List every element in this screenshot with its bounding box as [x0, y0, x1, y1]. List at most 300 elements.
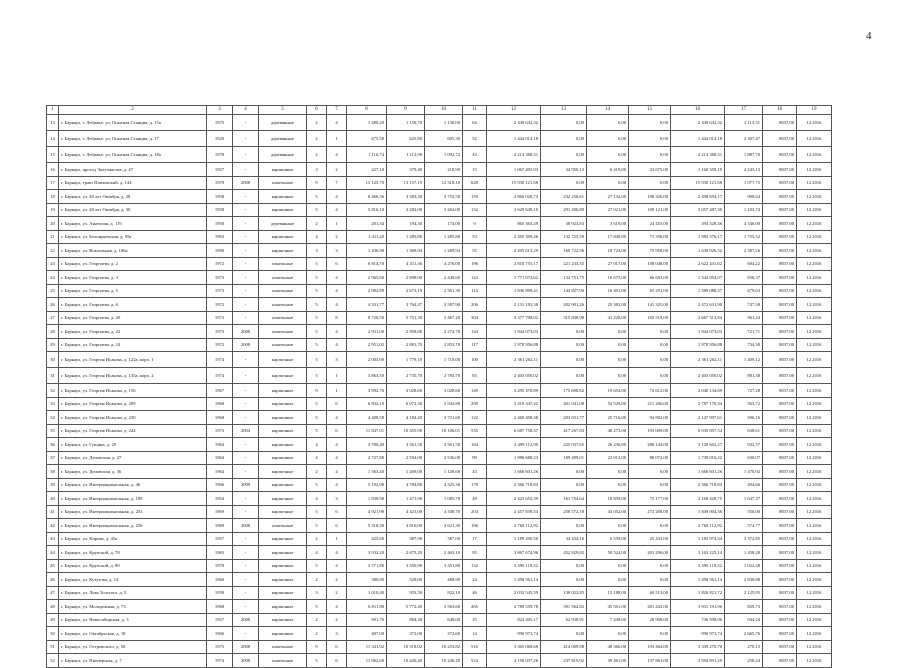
- cell-year-built: 1973: [207, 325, 233, 339]
- cell-residents: 43: [463, 465, 487, 479]
- cell-residential-area: 10 253,82: [425, 640, 463, 654]
- cell-entrances: 4: [327, 284, 347, 298]
- cell-cost-item-14: 0,00: [587, 352, 629, 368]
- cell-cost-item-16: 3 596 118,52: [671, 559, 725, 573]
- column-header-cost-item-15: 15: [629, 106, 671, 115]
- cell-limit-cost: 8837,00: [763, 271, 797, 285]
- cell-floors: 2: [307, 115, 327, 131]
- cell-cost-item-16: 3 594 891,29: [671, 654, 725, 668]
- cell-cost-item-13: 143 827,90: [541, 284, 587, 298]
- cell-entrances: 2: [327, 230, 347, 244]
- cell-residential-area: 10 106,01: [425, 424, 463, 438]
- cell-limit-cost: 8837,00: [763, 368, 797, 384]
- cell-premises-area: 4 816,00: [387, 519, 425, 533]
- cell-residents: 95: [463, 546, 487, 560]
- cell-entrances: 6: [327, 654, 347, 668]
- cell-premises-area: 2 735,70: [387, 368, 425, 384]
- cell-address: г. Барнаул, ул. Георгия Исакова, д. 209: [59, 397, 207, 411]
- table-row: [47, 654, 832, 668]
- cell-address: г. Барнаул, тракт Павловский, д. 144: [59, 176, 207, 190]
- cell-cost-item-14: 3 619,00: [587, 217, 629, 231]
- cell-specific-cost: 1 022,48: [725, 559, 763, 573]
- column-header-entrances: 7: [327, 106, 347, 115]
- cell-year-built: 1957: [207, 163, 233, 177]
- cell-cost-item-16: 1 826 821,72: [671, 586, 725, 600]
- cell-year-renovated: -: [233, 115, 259, 131]
- cell-premises-area: 2 881,70: [387, 338, 425, 352]
- cell-year-renovated: -: [233, 586, 259, 600]
- cell-cost-item-16: 1 498 561,14: [671, 573, 725, 587]
- cell-cost-item-14: 0,00: [587, 573, 629, 587]
- table-row: [47, 411, 832, 425]
- cell-floors: 2: [307, 465, 327, 479]
- cell-residential-area: 2 853,70: [425, 338, 463, 352]
- cell-cost-item-14: 27 021,00: [587, 203, 629, 217]
- cell-cost-item-14: 43 052,00: [587, 505, 629, 519]
- cell-residents: 122: [463, 271, 487, 285]
- column-header-residential-area: 10: [425, 106, 463, 115]
- cell-residents: 516: [463, 640, 487, 654]
- cell-year-renovated: -: [233, 131, 259, 147]
- cell-address: г. Барнаул, г. Лебяжье, ул. Опытная Станция, д. 18а: [59, 147, 207, 163]
- cell-specific-cost: 3 372,85: [725, 532, 763, 546]
- cell-total-cost: 1 986 688,23: [487, 451, 541, 465]
- cell-row-number: 28: [47, 325, 59, 339]
- cell-cost-item-16: 3 057 487,30: [671, 203, 725, 217]
- cell-completion-date: 12.2016: [797, 271, 832, 285]
- cell-residents: 9: [463, 217, 487, 231]
- cell-year-built: 1972: [207, 257, 233, 271]
- table-row: [47, 465, 832, 479]
- cell-total-area: 1 411,20: [347, 230, 387, 244]
- table-row: [47, 217, 832, 231]
- cell-premises-area: 3 550,90: [387, 559, 425, 573]
- table-row: [47, 532, 832, 546]
- cell-wall-material: панельные: [259, 176, 307, 190]
- cell-residents: 132: [463, 559, 487, 573]
- cell-premises-area: 379,40: [387, 163, 425, 177]
- cell-completion-date: 12.2016: [797, 586, 832, 600]
- cell-total-cost: 3 867 674,96: [487, 546, 541, 560]
- cell-completion-date: 12.2016: [797, 244, 832, 258]
- cell-limit-cost: 8837,00: [763, 600, 797, 614]
- cell-address: г. Барнаул, ул. Георгиева, д. 22: [59, 325, 207, 339]
- cell-wall-material: панельные: [259, 257, 307, 271]
- cell-cost-item-13: 132 751,75: [541, 271, 587, 285]
- cell-year-built: 1973: [207, 271, 233, 285]
- cell-year-built: 1920: [207, 131, 233, 147]
- cell-total-cost: 2 818 755,17: [487, 257, 541, 271]
- cell-specific-cost: 684,22: [725, 257, 763, 271]
- cell-address: г. Барнаул, ул. Крупской, д. 78: [59, 546, 207, 560]
- cell-cost-item-16: 2 147 997,61: [671, 411, 725, 425]
- cell-entrances: 4: [327, 147, 347, 163]
- cell-total-cost: 1 836 899,41: [487, 284, 541, 298]
- cell-wall-material: кирпичные: [259, 438, 307, 452]
- cell-cost-item-15: 74 612,00: [629, 384, 671, 398]
- cell-year-renovated: -: [233, 271, 259, 285]
- cell-completion-date: 12.2016: [797, 411, 832, 425]
- cell-cost-item-14: 0,00: [587, 338, 629, 352]
- cell-residents: 122: [463, 411, 487, 425]
- cell-residential-area: 2 449,60: [425, 271, 463, 285]
- table-row: [47, 271, 832, 285]
- cell-year-built: 1957: [207, 613, 233, 627]
- cell-entrances: 1: [327, 217, 347, 231]
- cell-cost-item-15: 28 998,00: [629, 613, 671, 627]
- table-row: [47, 131, 832, 147]
- cell-limit-cost: 8837,00: [763, 230, 797, 244]
- cell-completion-date: 12.2016: [797, 352, 832, 368]
- cell-floors: 5: [307, 257, 327, 271]
- cell-cost-item-13: 0,00: [541, 147, 587, 163]
- cell-limit-cost: 8837,00: [763, 613, 797, 627]
- cell-row-number: 26: [47, 298, 59, 312]
- cell-residential-area: 1 285,80: [425, 230, 463, 244]
- cell-cost-item-16: 1 589 088,37: [671, 284, 725, 298]
- cell-premises-area: 3 282,00: [387, 203, 425, 217]
- cell-residential-area: 5 467,20: [425, 311, 463, 325]
- cell-address: г. Барнаул, ул. Белоярцевская, д. 95а: [59, 230, 207, 244]
- cell-year-renovated: -: [233, 505, 259, 519]
- cell-year-renovated: -: [233, 147, 259, 163]
- cell-cost-item-16: 3 931 191,96: [671, 600, 725, 614]
- cell-year-renovated: -: [233, 438, 259, 452]
- cell-cost-item-15: 0,00: [629, 519, 671, 533]
- cell-total-cost: 2 361 262,11: [487, 352, 541, 368]
- cell-year-renovated: -: [233, 546, 259, 560]
- cell-row-number: 46: [47, 573, 59, 587]
- cell-entrances: 2: [327, 163, 347, 177]
- cell-row-number: 17: [47, 176, 59, 190]
- cell-completion-date: 12.2016: [797, 424, 832, 438]
- cell-entrances: 1: [327, 532, 347, 546]
- cell-cost-item-15: 286 144,00: [629, 438, 671, 452]
- cell-total-cost: 824 405,17: [487, 613, 541, 627]
- cell-floors: 5: [307, 271, 327, 285]
- cell-cost-item-16: 3 163 225,14: [671, 546, 725, 560]
- cell-cost-item-15: 109 121,00: [629, 203, 671, 217]
- cell-year-renovated: -: [233, 203, 259, 217]
- cell-year-renovated: -: [233, 298, 259, 312]
- cell-cost-item-16: 3 120 662,27: [671, 438, 725, 452]
- cell-entrances: 6: [327, 257, 347, 271]
- cell-entrances: 6: [327, 505, 347, 519]
- column-header-specific-cost: 17: [725, 106, 763, 115]
- cell-year-built: 1972: [207, 298, 233, 312]
- cell-residents: 55: [463, 244, 487, 258]
- cell-total-area: 11 962,60: [347, 654, 387, 668]
- cell-address: г. Барнаул, ул. Вокзальная, д. 106а: [59, 244, 207, 258]
- cell-cost-item-14: 15 188,00: [587, 586, 629, 600]
- cell-floors: 2: [307, 613, 327, 627]
- cell-cost-item-15: 0,00: [629, 478, 671, 492]
- cell-specific-cost: 2 113,31: [725, 115, 763, 131]
- cell-floors: 5: [307, 505, 327, 519]
- cell-row-number: 41: [47, 505, 59, 519]
- cell-specific-cost: 679,63: [725, 284, 763, 298]
- cell-cost-item-14: 17 840,00: [587, 230, 629, 244]
- cell-residents: 204: [463, 505, 487, 519]
- cell-row-number: 48: [47, 600, 59, 614]
- cell-total-area: 2 965,60: [347, 271, 387, 285]
- cell-row-number: 44: [47, 546, 59, 560]
- cell-row-number: 43: [47, 532, 59, 546]
- cell-cost-item-14: 16 401,00: [587, 284, 629, 298]
- table-row: [47, 613, 832, 627]
- cell-entrances: 1: [327, 368, 347, 384]
- cell-total-area: 425,60: [347, 532, 387, 546]
- cell-cost-item-15: 24 455,00: [629, 217, 671, 231]
- cell-premises-area: 3 383,30: [387, 190, 425, 204]
- cell-premises-area: 2 858,80: [387, 325, 425, 339]
- cell-cost-item-14: 6 419,00: [587, 163, 629, 177]
- cell-limit-cost: 8837,00: [763, 203, 797, 217]
- cell-entrances: 4: [327, 115, 347, 131]
- cell-cost-item-15: 94 802,00: [629, 411, 671, 425]
- cell-limit-cost: 8837,00: [763, 492, 797, 506]
- cell-cost-item-14: 0,00: [587, 519, 629, 533]
- cell-row-number: 20: [47, 217, 59, 231]
- cell-total-cost: 1 498 561,14: [487, 573, 541, 587]
- cell-completion-date: 12.2016: [797, 438, 832, 452]
- cell-wall-material: деревянные: [259, 131, 307, 147]
- cell-completion-date: 12.2016: [797, 465, 832, 479]
- cell-wall-material: панельные: [259, 298, 307, 312]
- cell-cost-item-16: 2 403 050,02: [671, 368, 725, 384]
- cell-cost-item-16: 3 339 270,70: [671, 640, 725, 654]
- cell-cost-item-13: 189 499,01: [541, 451, 587, 465]
- cell-total-area: 6 811,80: [347, 600, 387, 614]
- cell-entrances: 4: [327, 411, 347, 425]
- cell-residential-area: 2 561,39: [425, 284, 463, 298]
- cell-entrances: 2: [327, 586, 347, 600]
- cell-row-number: 24: [47, 271, 59, 285]
- cell-total-area: 4 331,77: [347, 298, 387, 312]
- cell-year-built: 1978: [207, 147, 233, 163]
- cell-limit-cost: 8837,00: [763, 298, 797, 312]
- cell-cost-item-13: 401 041,08: [541, 397, 587, 411]
- cell-cost-item-14: 41 220,00: [587, 311, 629, 325]
- column-header-address: 2: [59, 106, 207, 115]
- cell-limit-cost: 8837,00: [763, 384, 797, 398]
- table-row: [47, 284, 832, 298]
- cell-residential-area: 4 325,36: [425, 478, 463, 492]
- column-header-year-renovated: 4: [233, 106, 259, 115]
- cell-total-area: 1 280,20: [347, 115, 387, 131]
- cell-residents: 628: [463, 176, 487, 190]
- cell-completion-date: 12.2016: [797, 284, 832, 298]
- cell-address: г. Барнаул, ул. Гущина, д. 29: [59, 438, 207, 452]
- cell-residents: 83: [463, 368, 487, 384]
- cell-year-built: 1974: [207, 654, 233, 668]
- cell-residential-area: 372,60: [425, 627, 463, 641]
- column-header-completion-date: 19: [797, 106, 832, 115]
- cell-year-built: 1968: [207, 600, 233, 614]
- table-row: [47, 325, 832, 339]
- cell-completion-date: 12.2016: [797, 257, 832, 271]
- column-header-row-number: 1: [47, 106, 59, 115]
- cell-total-area: 2 727,80: [347, 451, 387, 465]
- cell-total-cost: 3 596 118,52: [487, 559, 541, 573]
- cell-specific-cost: 747,38: [725, 298, 763, 312]
- cell-year-renovated: -: [233, 217, 259, 231]
- cell-cost-item-13: 161 754,64: [541, 492, 587, 506]
- cell-premises-area: 953,50: [387, 586, 425, 600]
- cell-year-renovated: -: [233, 492, 259, 506]
- cell-completion-date: 12.2016: [797, 384, 832, 398]
- cell-cost-item-15: 201 296,00: [629, 546, 671, 560]
- cell-row-number: 32: [47, 384, 59, 398]
- cell-cost-item-15: 137 861,00: [629, 654, 671, 668]
- cell-address: г. Барнаул, ул. Георгиева, д. 2: [59, 257, 207, 271]
- cell-total-area: 6 832,10: [347, 397, 387, 411]
- cell-total-area: 1 010,40: [347, 586, 387, 600]
- cell-address: г. Барнаул, ул. Георгия Исакова, д. 230: [59, 411, 207, 425]
- cell-residents: 114: [463, 284, 487, 298]
- cell-limit-cost: 8837,00: [763, 451, 797, 465]
- cell-entrances: 8: [327, 311, 347, 325]
- cell-completion-date: 12.2016: [797, 368, 832, 384]
- cell-total-cost: 2 866 028,73: [487, 190, 541, 204]
- cell-specific-cost: 258,24: [725, 654, 763, 668]
- cell-premises-area: 4 184,20: [387, 411, 425, 425]
- cell-address: г. Барнаул, г. Лебяжье, ул. Опытная Станция, д. 15а: [59, 115, 207, 131]
- cell-floors: 5: [307, 203, 327, 217]
- cell-cost-item-14: 0,00: [587, 559, 629, 573]
- cell-cost-item-13: 0,00: [541, 338, 587, 352]
- cell-residential-area: 822,10: [425, 586, 463, 600]
- cell-residential-area: 3 351,80: [425, 559, 463, 573]
- cell-wall-material: панельные: [259, 325, 307, 339]
- cell-wall-material: кирпичные: [259, 613, 307, 627]
- cell-total-cost: 2 403 050,02: [487, 368, 541, 384]
- cell-cost-item-14: 25 716,00: [587, 411, 629, 425]
- cell-wall-material: кирпичные: [259, 573, 307, 587]
- cell-residents: 14: [463, 627, 487, 641]
- cell-year-renovated: -: [233, 257, 259, 271]
- cell-floors: 5: [307, 190, 327, 204]
- cell-year-built: 1963: [207, 546, 233, 560]
- column-header-floors: 6: [307, 106, 327, 115]
- cell-address: г. Барнаул, ул. Георгия Исакова, д. 122а, корп. 1: [59, 352, 207, 368]
- cell-cost-item-15: 193 009,00: [629, 424, 671, 438]
- cell-floors: 2: [307, 147, 327, 163]
- cell-floors: 2: [307, 217, 327, 231]
- column-header-total-cost: 12: [487, 106, 541, 115]
- cell-total-area: 3 992,76: [347, 384, 387, 398]
- cell-cost-item-14: 19 654,00: [587, 384, 629, 398]
- cell-total-area: 3 863,50: [347, 368, 387, 384]
- cell-cost-item-13: 237 819,92: [541, 654, 587, 668]
- column-header-cost-item-14: 14: [587, 106, 629, 115]
- cell-cost-item-15: 272 208,00: [629, 505, 671, 519]
- cell-total-area: 6 466,36: [347, 190, 387, 204]
- cell-residents: 304: [463, 311, 487, 325]
- cell-cost-item-15: 60 513,00: [629, 586, 671, 600]
- cell-premises-area: 3 561,50: [387, 438, 425, 452]
- cell-specific-cost: 2 307,47: [725, 131, 763, 147]
- cell-limit-cost: 8837,00: [763, 505, 797, 519]
- cell-premises-area: 1 779,10: [387, 352, 425, 368]
- cell-cost-item-14: 0,00: [587, 131, 629, 147]
- cell-year-renovated: -: [233, 368, 259, 384]
- cell-total-cost: 2 423 652,39: [487, 492, 541, 506]
- cell-residential-area: 387,00: [425, 532, 463, 546]
- table-row: [47, 640, 832, 654]
- cell-premises-area: 4 784,80: [387, 478, 425, 492]
- cell-cost-item-13: 0,00: [541, 176, 587, 190]
- cell-entrances: 4: [327, 338, 347, 352]
- cell-row-number: 14: [47, 131, 59, 147]
- cell-total-cost: 3 295 470,89: [487, 384, 541, 398]
- cell-residents: 53: [463, 230, 487, 244]
- cell-cost-item-16: 1 630 026,52: [671, 244, 725, 258]
- cell-floors: 2: [307, 573, 327, 587]
- cell-premises-area: 194,30: [387, 217, 425, 231]
- cell-cost-item-15: 108 048,00: [629, 257, 671, 271]
- cell-premises-area: 13 157,19: [387, 176, 425, 190]
- cell-cost-item-13: 291 496,80: [541, 203, 587, 217]
- cell-specific-cost: 574,77: [725, 519, 763, 533]
- cell-limit-cost: 8837,00: [763, 532, 797, 546]
- cell-row-number: 36: [47, 438, 59, 452]
- cell-wall-material: панельные: [259, 271, 307, 285]
- cell-address: г. Барнаул, ул. Георгия Исакова, д. 135а, корп. 2: [59, 368, 207, 384]
- cell-residential-area: 4 338,70: [425, 505, 463, 519]
- cell-address: г. Барнаул, ул. Кирова, д. 45а: [59, 532, 207, 546]
- cell-address: г. Барнаул, ул. Георгиева, д. 5: [59, 284, 207, 298]
- cell-total-cost: 2 768 112,92: [487, 519, 541, 533]
- cell-entrances: 4: [327, 190, 347, 204]
- cell-year-built: 1975: [207, 115, 233, 131]
- cell-residents: 24: [463, 573, 487, 587]
- cell-specific-cost: 932,57: [725, 438, 763, 452]
- cell-cost-item-15: 0,00: [629, 573, 671, 587]
- cell-residential-area: 3 721,60: [425, 411, 463, 425]
- cell-year-renovated: 2008: [233, 654, 259, 668]
- cell-total-cost: 2 214 368,31: [487, 147, 541, 163]
- cell-premises-area: 2 594,00: [387, 451, 425, 465]
- cell-residential-area: 12 318,10: [425, 176, 463, 190]
- cell-residents: 524: [463, 654, 487, 668]
- cell-residents: 206: [463, 298, 487, 312]
- cell-residents: 46: [463, 586, 487, 600]
- cell-year-renovated: 2008: [233, 613, 259, 627]
- column-header-year-built: 3: [207, 106, 233, 115]
- table-row: [47, 163, 832, 177]
- table-row: [47, 451, 832, 465]
- cell-total-area: 11 847,01: [347, 424, 387, 438]
- cell-cost-item-16: 2 622 441,62: [671, 257, 725, 271]
- cell-year-built: 1975: [207, 640, 233, 654]
- cell-limit-cost: 8837,00: [763, 640, 797, 654]
- cell-address: г. Барнаул, ул. Анатолия, д. 119: [59, 217, 207, 231]
- cell-completion-date: 12.2016: [797, 325, 832, 339]
- cell-floors: 5: [307, 654, 327, 668]
- cell-cost-item-13: 414 009,98: [541, 640, 587, 654]
- cell-year-built: 1979: [207, 176, 233, 190]
- cell-specific-cost: 494,66: [725, 478, 763, 492]
- cell-limit-cost: 8837,00: [763, 190, 797, 204]
- cell-cost-item-14: 0,00: [587, 115, 629, 131]
- cell-limit-cost: 8837,00: [763, 147, 797, 163]
- cell-total-cost: 1 444 014,18: [487, 131, 541, 147]
- cell-total-area: 1 436,98: [347, 244, 387, 258]
- cell-total-cost: 1 978 956,88: [487, 338, 541, 352]
- cell-cost-item-15: 66 693,00: [629, 271, 671, 285]
- cell-cost-item-15: 75 958,00: [629, 244, 671, 258]
